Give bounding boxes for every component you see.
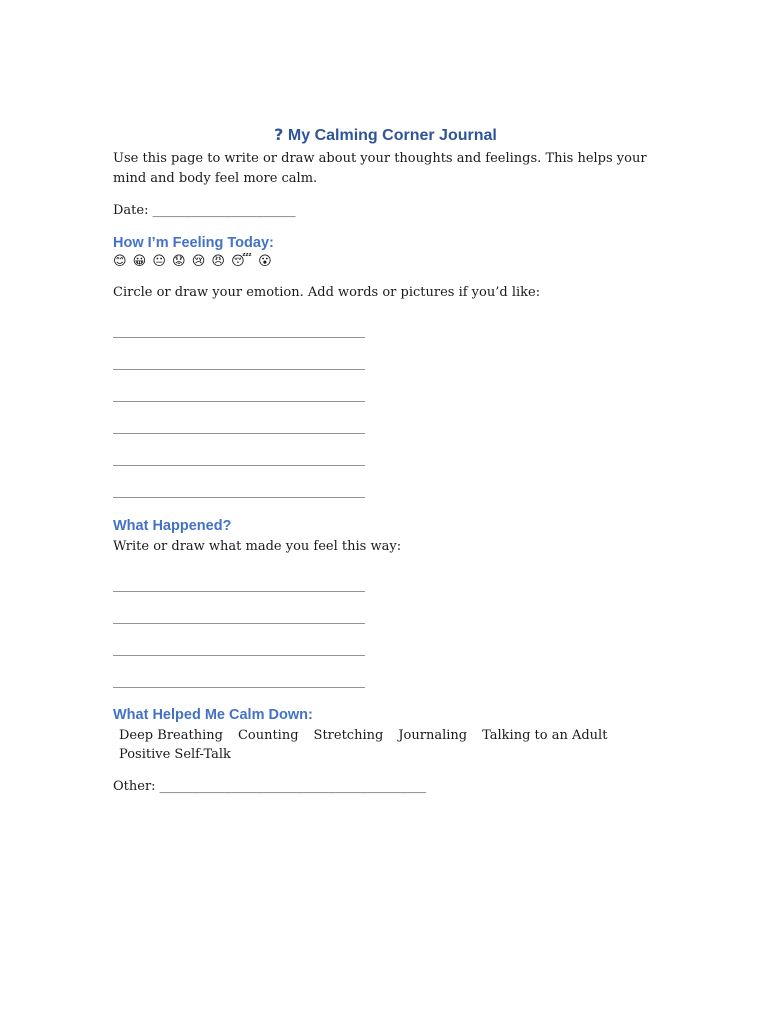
date-field[interactable]: Date: ______________________: [113, 203, 296, 218]
feeling-heading: How I’m Feeling Today:: [113, 235, 274, 251]
happened-prompt: Write or draw what made you feel this way:: [113, 539, 402, 554]
strategy-list: [113, 726, 658, 764]
happened-writing-lines: [113, 569, 658, 697]
title-text: My Calming Corner Journal: [287, 127, 497, 144]
writing-line[interactable]: __________________________________________: [113, 452, 365, 466]
writing-line[interactable]: __________________________________________: [113, 420, 365, 434]
emotion-faces-row: 😊 😀 😐 😟 😢 😠 😴 😮: [113, 254, 273, 269]
intro-text: Use this page to write or draw about your thoughts and feelings. This helps your mind and body feel more calm.: [113, 151, 647, 186]
writing-line[interactable]: __________________________________________: [113, 356, 365, 370]
writing-line[interactable]: __________________________________________: [113, 324, 365, 338]
strategy-item[interactable]: Positive Self-Talk: [119, 747, 231, 762]
strategy-item[interactable]: Counting: [237, 728, 299, 743]
title-icon: ?: [274, 125, 284, 144]
strategy-item[interactable]: Deep Breathing: [119, 728, 223, 743]
writing-line[interactable]: __________________________________________: [113, 674, 365, 688]
strategy-item[interactable]: Talking to an Adult: [482, 728, 608, 743]
writing-line[interactable]: __________________________________________: [113, 484, 365, 498]
writing-line[interactable]: __________________________________________: [113, 388, 365, 402]
calm-heading: What Helped Me Calm Down:: [113, 707, 313, 723]
page-title: [113, 122, 658, 148]
strategy-item[interactable]: Journaling: [398, 728, 468, 743]
writing-line[interactable]: __________________________________________: [113, 578, 365, 592]
other-field[interactable]: Other: _________________________________________: [113, 779, 427, 794]
strategy-item[interactable]: Stretching: [313, 728, 384, 743]
writing-line[interactable]: __________________________________________: [113, 610, 365, 624]
feeling-prompt: Circle or draw your emotion. Add words or pictures if you’d like:: [113, 285, 541, 300]
journal-page: [113, 122, 658, 797]
happened-heading: What Happened?: [113, 518, 232, 534]
feeling-writing-lines: [113, 315, 658, 507]
writing-line[interactable]: __________________________________________: [113, 642, 365, 656]
